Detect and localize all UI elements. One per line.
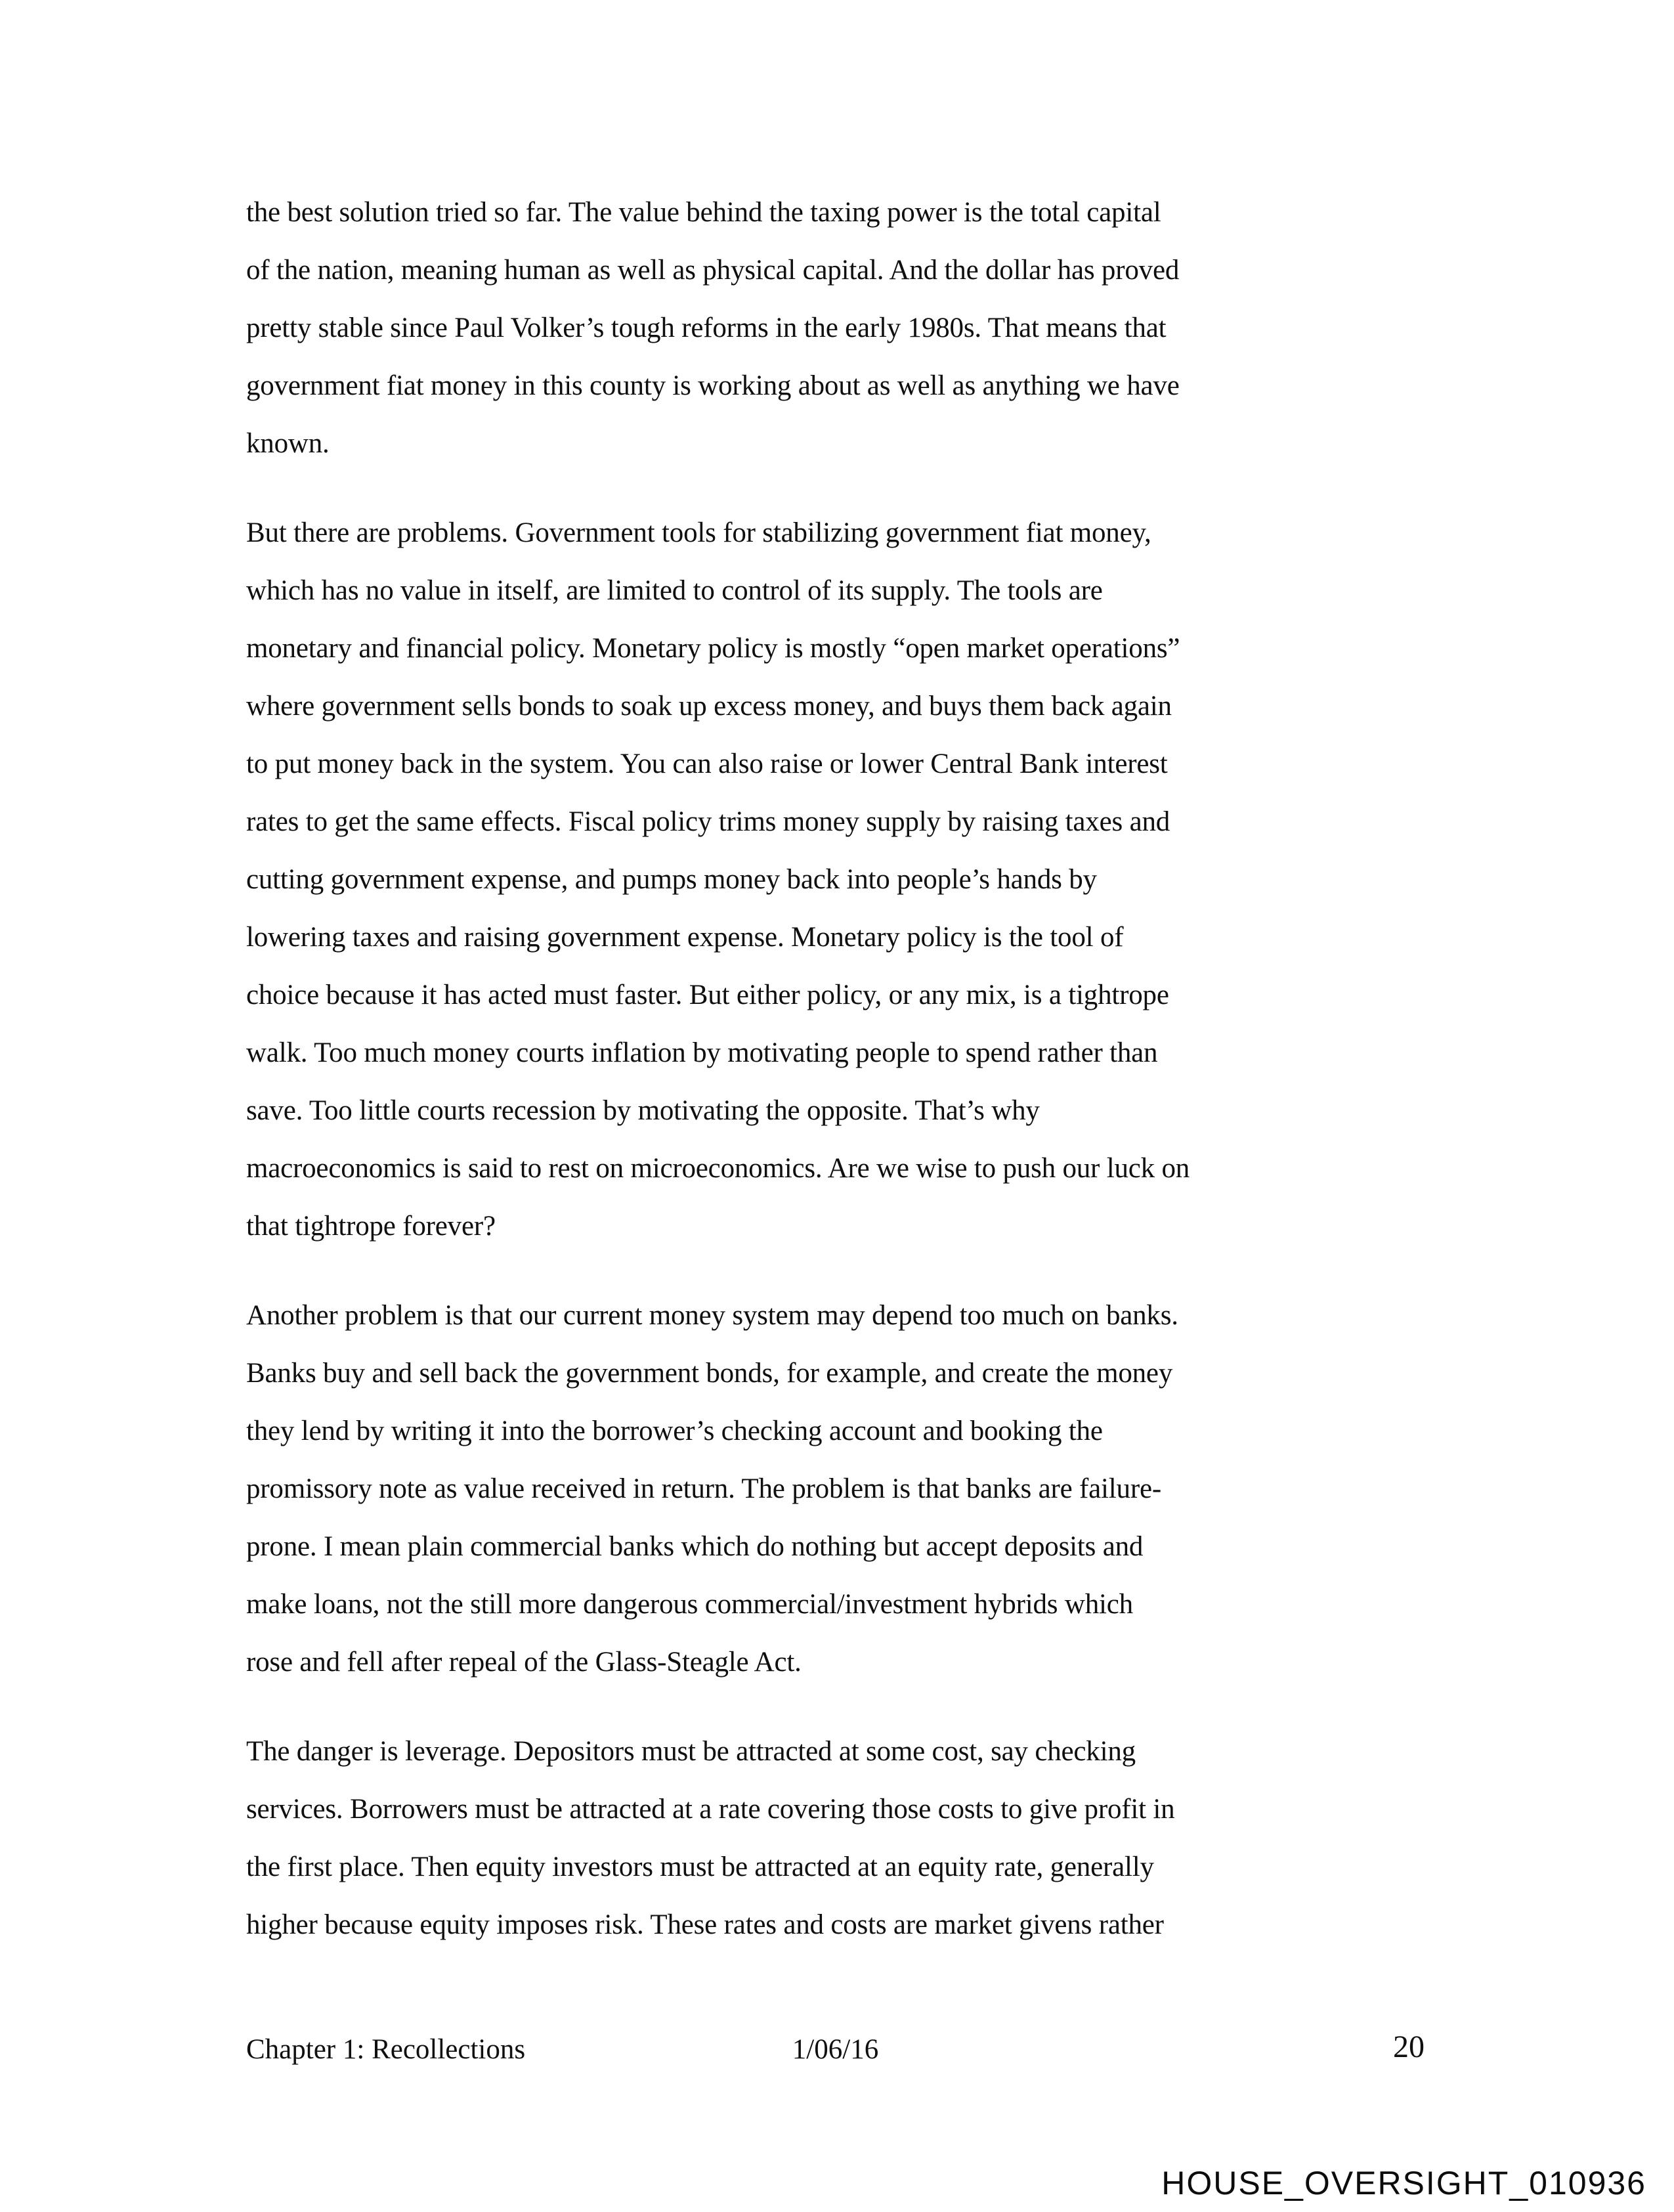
text-line: higher because equity imposes risk. These rates and costs are market givens rather [246,1909,1164,1940]
footer-chapter-label: Chapter 1: Recollections [246,2034,526,2065]
page-footer [246,2029,1425,2079]
text-line: But there are problems. Government tools for stabilizing government fiat money, [246,517,1151,548]
text-line: macroeconomics is said to rest on microeconomics. Are we wise to push our luck on [246,1153,1190,1184]
text-line: cutting government expense, and pumps money back into people’s hands by [246,864,1097,895]
text-line: monetary and financial policy. Monetary policy is mostly “open market operations” [246,633,1180,664]
text-line: prone. I mean plain commercial banks which do nothing but accept deposits and [246,1531,1144,1562]
text-line: services. Borrowers must be attracted at a rate covering those costs to give profit in [246,1794,1175,1825]
text-line: rates to get the same effects. Fiscal policy trims money supply by raising taxes and [246,806,1170,837]
text-line: rose and fell after repeal of the Glass-Steagle Act. [246,1647,802,1678]
text-line: save. Too little courts recession by motivating the opposite. That’s why [246,1095,1040,1126]
text-line: that tightrope forever? [246,1211,496,1242]
document-body [246,184,1428,1985]
text-line: of the nation, meaning human as well as physical capital. And the dollar has proved [246,255,1180,286]
footer-date: 1/06/16 [792,2034,879,2065]
text-line: Banks buy and sell back the government bonds, for example, and create the money [246,1358,1173,1389]
text-line: pretty stable since Paul Volker’s tough reforms in the early 1980s. That means that [246,313,1167,343]
text-line: choice because it has acted must faster. But either policy, or any mix, is a tightrope [246,980,1169,1010]
text-line: lowering taxes and raising government expense. Monetary policy is the tool of [246,922,1124,953]
paragraph [246,1723,1428,1954]
text-line: where government sells bonds to soak up excess money, and buys them back again [246,691,1172,722]
paragraph [246,504,1428,1255]
text-line: which has no value in itself, are limited to control of its supply. The tools are [246,575,1103,606]
text-line: Another problem is that our current money system may depend too much on banks. [246,1300,1178,1331]
text-line: The danger is leverage. Depositors must be attracted at some cost, say checking [246,1736,1136,1767]
paragraph [246,1287,1428,1691]
page-number: 20 [1393,2029,1425,2064]
text-line: the best solution tried so far. The value behind the taxing power is the total capital [246,197,1161,228]
bates-stamp: HOUSE_OVERSIGHT_010936 [1161,2165,1646,2201]
text-line: make loans, not the still more dangerous commercial/investment hybrids which [246,1589,1133,1620]
text-line: they lend by writing it into the borrower’s checking account and booking the [246,1416,1103,1446]
paragraph [246,184,1428,473]
text-line: known. [246,428,330,459]
text-line: the first place. Then equity investors must be attracted at an equity rate, generally [246,1852,1154,1882]
text-line: walk. Too much money courts inflation by motivating people to spend rather than [246,1037,1158,1068]
text-line: promissory note as value received in return. The problem is that banks are failure- [246,1473,1161,1504]
text-line: government fiat money in this county is working about as well as anything we have [246,370,1180,401]
text-line: to put money back in the system. You can also raise or lower Central Bank interest [246,748,1168,779]
